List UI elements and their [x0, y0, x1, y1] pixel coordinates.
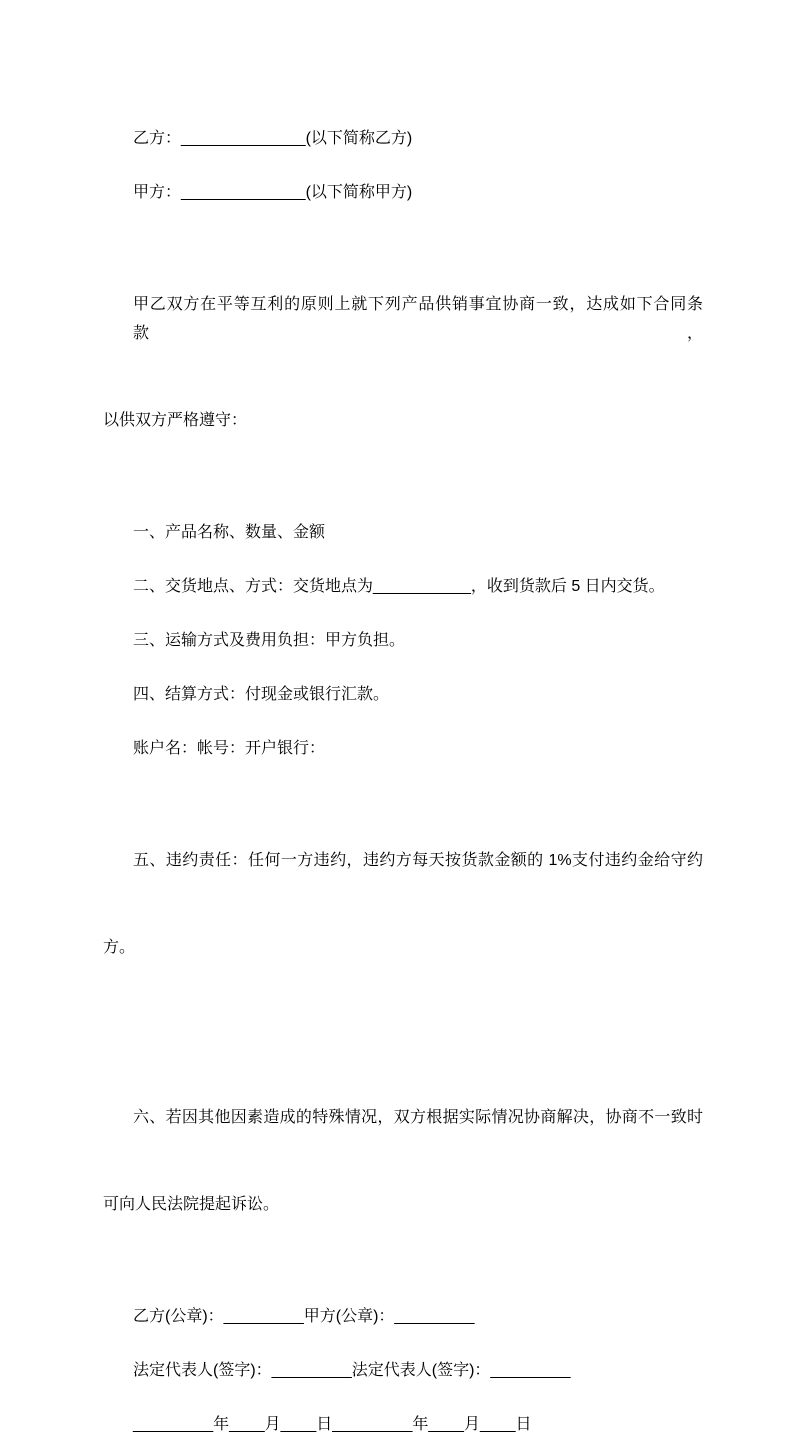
- clause-2-delivery: 二、交货地点、方式：交货地点为___________，收到货款后 5 日内交货。: [133, 578, 665, 595]
- clause-5-line-1: 五、违约责任：任何一方违约，违约方每天按货款金额的 1%支付违约金给守约: [133, 852, 703, 869]
- contract-preamble: [103, 232, 703, 493]
- clause-6-line-1: 六、若因其他因素造成的特殊情况，双方根据实际情况协商解决，协商不一致时: [133, 1109, 703, 1126]
- clause-5-line-2: 方。: [103, 939, 136, 956]
- preamble-line-2: 以供双方严格遵守：: [103, 412, 248, 429]
- clause-5-breach: [103, 788, 703, 1020]
- clause-6-line-2: 可向人民法院提起诉讼。: [103, 1196, 280, 1213]
- party-a-line: 甲方：______________(以下简称甲方): [133, 184, 413, 201]
- legal-representative-signature-line: 法定代表人(签字)：_________法定代表人(签字)：_________: [133, 1362, 571, 1379]
- party-b-line: 乙方：______________(以下简称乙方): [133, 130, 413, 147]
- date-line: _________年____月____日_________年____月____日: [133, 1416, 532, 1433]
- preamble-line-1: 甲乙双方在平等互利的原则上就下列产品供销事宜协商一致，达成如下合同条款，: [133, 296, 703, 342]
- seal-line: 乙方(公章)：_________甲方(公章)：_________: [133, 1308, 475, 1325]
- clause-1-product: 一、产品名称、数量、金额: [133, 524, 326, 541]
- account-info-line: 账户名：帐号：开户银行：: [133, 740, 326, 757]
- clause-6-dispute: [103, 1045, 703, 1277]
- clause-4-settlement: 四、结算方式：付现金或银行汇款。: [133, 686, 390, 703]
- clause-3-transport: 三、运输方式及费用负担：甲方负担。: [133, 632, 406, 649]
